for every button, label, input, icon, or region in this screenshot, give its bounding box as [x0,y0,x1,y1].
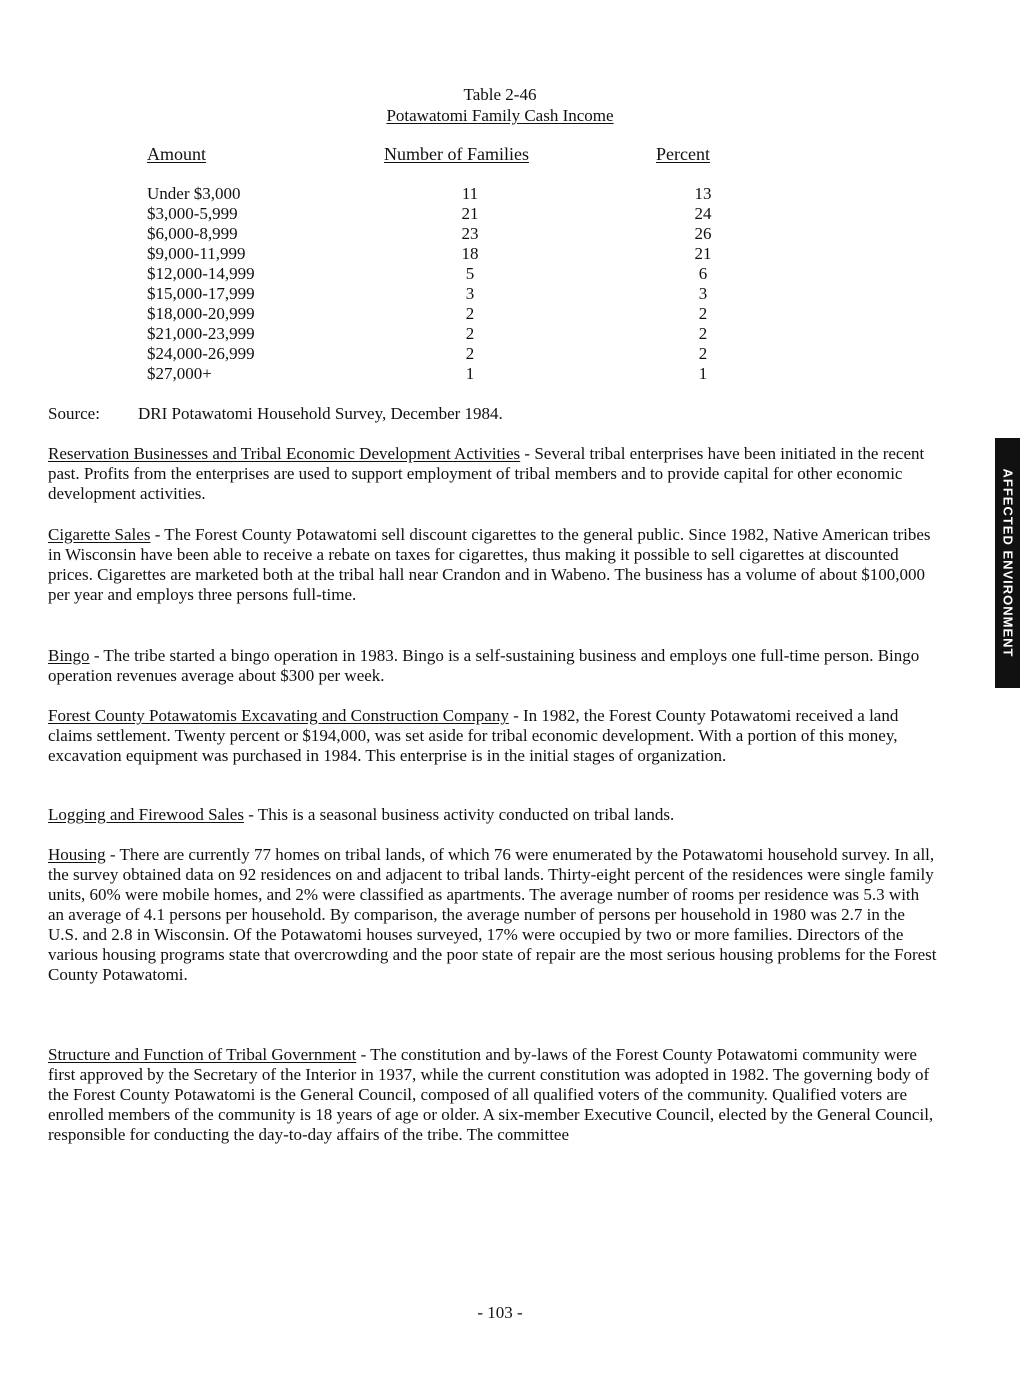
section-heading: Forest County Potawatomis Excavating and Construction Company [48,706,509,725]
amount-cell: Under $3,000 [147,184,241,203]
section-paragraph [48,1045,938,1145]
section-heading: Bingo [48,646,90,665]
table-row [0,184,1000,204]
amount-cell: $27,000+ [147,364,212,383]
section-paragraph [48,646,938,686]
section-body: - This is a seasonal business activity conducted on tribal lands. [243,805,675,824]
table-title: Potawatomi Family Cash Income [386,106,614,125]
families-cell: 5 [465,264,475,283]
page-number: - 103 - [477,1303,523,1322]
income-table [0,184,1000,384]
section-body: - The Forest County Potawatomi sell discount cigarettes to the general public. Since 1982, Native American tribes in Wisconsin have been able to receive a rebate on taxes for cigarettes, thus making it possible to sell cigarettes at discounted prices. Cigarettes are marketed both at the tribal hall near Crandon and in Wabeno. The business has a volume of about $100,000 per year and employs three persons full-time. [48,525,931,604]
table-row [0,204,1000,224]
percent-cell: 2 [698,344,708,363]
column-header-families: Number of Families [384,144,529,164]
source-text: DRI Potawatomi Household Survey, December 1984. [138,404,503,423]
section-heading: Reservation Businesses and Tribal Economic Development Activities [48,444,521,463]
table-number: Table 2-46 [463,85,537,104]
table-row [0,344,1000,364]
families-cell: 18 [461,244,479,263]
table-source [48,404,503,424]
section-paragraph [48,444,938,504]
column-header-amount: Amount [147,144,207,164]
section-side-tab [995,438,1020,688]
percent-cell: 2 [698,324,708,343]
families-cell: 2 [465,324,475,343]
amount-cell: $6,000-8,999 [147,224,238,243]
section-body: - In 1982, the Forest County Potawatomi received a land claims settlement. Twenty percent or $194,000, was set aside for tribal economic development. With a portion of this money, excavation equipment was purchased in 1984. This enterprise is in the initial stages of organization. [48,706,899,765]
amount-cell: $21,000-23,999 [147,324,255,343]
amount-cell: $24,000-26,999 [147,344,255,363]
side-tab-label: AFFECTED ENVIRONMENT [1000,468,1015,658]
table-row [0,264,1000,284]
percent-cell: 3 [698,284,708,303]
table-row [0,364,1000,384]
section-paragraph [48,525,938,605]
source-label: Source: [48,404,100,423]
table-row [0,284,1000,304]
percent-cell: 24 [694,204,712,223]
families-cell: 1 [465,364,475,383]
section-body: - The tribe started a bingo operation in 1983. Bingo is a self-sustaining business and employs one full-time person. Bingo operation revenues average about $300 per week. [48,646,920,685]
percent-cell: 2 [698,304,708,323]
amount-cell: $15,000-17,999 [147,284,255,303]
amount-cell: $9,000-11,999 [147,244,246,263]
percent-cell: 1 [698,364,708,383]
column-header-percent: Percent [656,144,710,164]
table-row [0,304,1000,324]
families-cell: 3 [465,284,475,303]
percent-cell: 21 [694,244,712,263]
section-heading: Cigarette Sales [48,525,151,544]
amount-cell: $12,000-14,999 [147,264,255,283]
table-row [0,224,1000,244]
amount-cell: $3,000-5,999 [147,204,238,223]
section-paragraph [48,805,938,825]
families-cell: 2 [465,304,475,323]
section-paragraph [48,845,938,985]
percent-cell: 13 [694,184,712,203]
section-paragraph [48,706,938,766]
families-cell: 21 [461,204,479,223]
table-row [0,244,1000,264]
section-heading: Housing [48,845,106,864]
percent-cell: 26 [694,224,712,243]
percent-cell: 6 [698,264,708,283]
table-row [0,324,1000,344]
families-cell: 11 [461,184,479,203]
section-body: - There are currently 77 homes on tribal lands, of which 76 were enumerated by the Potawatomi household survey. In all, the survey obtained data on 92 residences on and adjacent to tribal lands. Thirty-eight percent of the residences were single family units, 60% were mobile homes, and 2% were classified as apartments. The average number of rooms per residence was 5.3 with an average of 4.1 persons per household. By comparison, the average number of persons per household in 1980 was 2.7 in the U.S. and 2.8 in Wisconsin. Of the Potawatomi houses surveyed, 17% were occupied by two or more families. Directors of the various housing programs state that overcrowding and the poor state of repair are the most serious housing problems for the Forest County Potawatomi. [48,845,937,984]
amount-cell: $18,000-20,999 [147,304,255,323]
section-heading: Structure and Function of Tribal Government [48,1045,357,1064]
families-cell: 2 [465,344,475,363]
section-heading: Logging and Firewood Sales [48,805,244,824]
section-body: - The constitution and by-laws of the Forest County Potawatomi community were first approved by the Secretary of the Interior in 1937, while the current constitution was adopted in 1982. The governing body of the Forest County Potawatomi is the General Council, composed of all qualified voters of the community. Qualified voters are enrolled members of the community is 18 years of age or older. A six-member Executive Council, elected by the General Council, responsible for conducting the day-to-day affairs of the tribe. The committee [48,1045,934,1144]
section-body: - Several tribal enterprises have been initiated in the recent past. Profits from the enterprises are used to support employment of tribal members and to provide capital for other economic development activities. [48,444,925,503]
families-cell: 23 [461,224,479,243]
